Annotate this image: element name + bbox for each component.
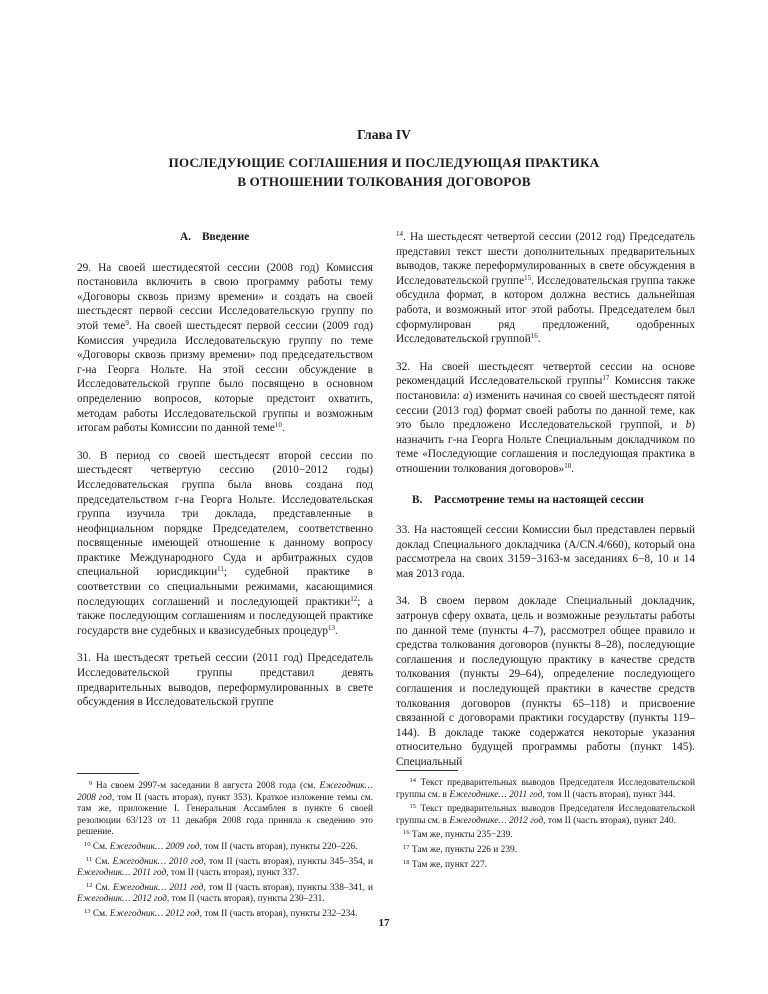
footnote-15-text-2: , том II (часть вторая), пункт 240. (543, 815, 676, 826)
footnote-14-source: Ежегоднике… 2011 год (449, 789, 543, 800)
footnote-11-text-2: , том II (часть вторая), пункты 345–354, и (203, 856, 374, 867)
footnote-14 (396, 778, 695, 801)
footnote-ref-14: 14 (396, 230, 403, 238)
p32-text-4: ) назначить г-на Георга Нольте Специальным докладчиком по теме «Последующие соглашения и последующая практика в отношении толкования договоров» (396, 419, 695, 475)
paragraph-29 (77, 261, 373, 436)
section-a-heading (77, 230, 373, 245)
p32-item-b: b (685, 419, 692, 432)
section-a-title: Введение (202, 231, 250, 243)
paragraph-30 (77, 449, 373, 639)
footnote-10 (77, 842, 373, 854)
page-number: 17 (378, 917, 390, 929)
p30-text-3: ; а также последующим соглашениям и последующей практике государств вне судебных и квазисудебных процедур (77, 595, 373, 637)
footnote-18-text: Там же, пункт 227. (411, 859, 488, 870)
footnote-9-number: 9 (88, 780, 93, 787)
footnote-15-number: 15 (409, 803, 416, 811)
footnote-16-text: Там же, пункты 235−239. (411, 830, 513, 841)
footnote-divider-right (396, 770, 458, 771)
left-column (77, 230, 373, 710)
footnote-11-text-3: , том II (часть вторая), пункт 337. (166, 868, 299, 879)
p31-text-2: . На шестьдесят четвертой сессии (2012 год) Председатель представил текст шести дополнительных предварительных выводов, также переформулированных в свете обсуждения в Исследовательской группе (396, 231, 695, 287)
p31-text: 31. На шестьдесят третьей сессии (2011 год) Председатель Исследовательской группы представил девять предварительных выводов, переформулированных в свете обсуждения в Исследовательской группе (77, 652, 373, 709)
p32-text-2: Комиссия также постановила: (396, 375, 695, 402)
footnote-12 (77, 883, 373, 906)
footnote-ref-9: 9 (125, 318, 129, 327)
footnote-13-number: 13 (84, 907, 91, 915)
footnote-14-number: 14 (409, 777, 416, 784)
footnote-14-text-2: , том II (часть вторая), пункт 344. (542, 789, 676, 800)
footnote-ref-15: 15 (524, 273, 532, 282)
p29-text-3: . (281, 422, 285, 435)
footnote-10-number: 10 (84, 840, 91, 848)
footnote-17-text: Там же, пункты 226 и 239. (411, 844, 518, 855)
footnote-13-text: См. (92, 908, 110, 919)
footnote-12-text-2: , том II (часть вторая), пункты 338–341, и (203, 882, 374, 893)
chapter-title-line-1: ПОСЛЕДУЮЩИЕ СОГЛАШЕНИЯ И ПОСЛЕДУЮЩАЯ ПРАКТИКА (168, 155, 600, 170)
footnote-16-number: 16 (403, 829, 410, 837)
p30-text-4: . (335, 624, 338, 637)
footnote-11-source-2: Ежегодник… 2011 год (77, 868, 167, 879)
footnote-9-source: Ежегодник… 2008 год (77, 781, 374, 803)
section-b-label: B. (412, 493, 423, 506)
p30-text: 30. В период со своей шестьдесят второй сессии по шестьдесят четвертую сессию (2010−2012 годы) Исследовательская группа была вновь создана под председательством г-на Георга Нольте. Исследовательская группа изучила три доклада, представленные в неофициальном порядке Председателем, соответственно посвященные имеющей отношение к данному вопросу практике Международного Суда и арбитражных судов специальной юрисдикции (77, 449, 373, 579)
footnote-11-source: Ежегодник… 2010 год (112, 856, 204, 867)
p32-text-5: . (571, 462, 575, 475)
section-b-heading (396, 493, 695, 508)
p29-text: 29. На своей шестидесятой сессии (2008 год) Комиссия постановила включить в свою программу работы тему «Договоры сквозь призму времени» и создать на своей шестьдесят первой сессии Исследовательскую группу по этой теме (77, 261, 373, 332)
footnote-17-number: 17 (403, 843, 410, 851)
p31-text-4: . (537, 333, 541, 346)
p32-item-a: a (463, 389, 469, 402)
footnote-11-text: См. (95, 856, 113, 867)
paragraph-31-continued (396, 230, 695, 347)
footnote-9 (77, 781, 373, 839)
footnote-ref-10: 10 (274, 421, 282, 430)
section-a-label: A. (180, 231, 191, 243)
footnote-12-text: См. (95, 882, 113, 893)
footnote-10-source: Ежегодник… 2009 год (109, 841, 200, 852)
footnote-10-text: См. (92, 841, 110, 852)
footnote-18 (396, 860, 695, 872)
footnote-ref-13: 13 (328, 623, 336, 632)
footnote-15-source: Ежегоднике… 2012 год (449, 815, 544, 826)
footnote-10-text-2: , том II (часть вторая), пункты 220–226. (199, 841, 358, 852)
section-b-title: Рассмотрение темы на настоящей сессии (434, 493, 644, 506)
right-footnotes (396, 770, 695, 874)
footnote-ref-12: 12 (350, 594, 358, 603)
footnote-divider (77, 773, 139, 774)
footnote-18-number: 18 (403, 858, 410, 866)
footnote-ref-16: 16 (530, 332, 538, 341)
p32-text-3: ) изменить начиная со своей шестьдесят пятой сессии (2013 год) формат своей работы по данной теме, как это было предложено Исследовательской группой, и (396, 389, 695, 432)
footnote-12-source: Ежегодник… 2011 год (112, 882, 204, 893)
footnote-15 (396, 804, 695, 827)
footnote-12-source-2: Ежегодник… 2012 год (77, 894, 167, 905)
chapter-title (0, 153, 768, 191)
footnote-9-text: На своем 2997-м заседании 8 августа 2008 года (см. (96, 781, 320, 791)
paragraph-32 (396, 360, 695, 477)
right-column (396, 230, 695, 770)
footnote-11-number: 11 (85, 855, 93, 863)
chapter-title-line-2: В ОТНОШЕНИИ ТОЛКОВАНИЯ ДОГОВОРОВ (237, 174, 531, 189)
paragraph-31 (77, 651, 373, 709)
footnote-11 (77, 857, 373, 880)
left-footnotes (77, 773, 373, 924)
p29-text-2: . На своей шестьдесят первой сессии (2009 год) Комиссия учредила Исследовательскую группу по теме «Договоры сквозь призму времени» под председательством г-на Георга Нольте. На этой сессии обсуждение в Исследовательской группе было посвящено в основном определению вопросов, которые предстоит охватить, методам работы Исследовательской группы и возможным итогам работы Комиссии по данной теме (77, 319, 373, 435)
footnote-ref-18: 18 (564, 461, 572, 470)
footnote-15-text: Текст предварительных выводов Председателя Исследовательской группы см. в (396, 804, 696, 826)
p31-text-3: . Исследовательская группа также обсудила формат, в котором должна вестись дальнейшая работа, и возможный итог этой работы. Председателем был сформулирован ряд предложений, одобренных Исследовательской группой (396, 274, 695, 346)
footnote-9-text-2: , том II (часть вторая), пункт 353). Краткое изложение темы см. там же, приложение I. Генеральная Ассамблея в пункте 6 своей резолюции 63/123 от 11 декабря 2008 года приняла к сведению это решение. (77, 792, 374, 838)
footnote-12-text-3: , том II (часть вторая), пункты 230–231. (166, 894, 325, 905)
footnote-17 (396, 845, 695, 857)
footnote-ref-17: 17 (602, 374, 610, 383)
footnote-12-number: 12 (85, 881, 93, 889)
chapter-heading: Глава IV (357, 127, 411, 142)
p30-text-2: ; судебной практике в соответствии со специальными режимами, касающимися последующих соглашений и последующей практики (77, 566, 374, 608)
footnote-ref-11: 11 (217, 565, 224, 574)
footnote-16 (396, 830, 695, 842)
footnote-13-text-2: , том II (часть вторая), пункты 232–234. (199, 908, 358, 919)
footnote-13-source: Ежегодник… 2012 год (109, 908, 200, 919)
p32-text: 32. На своей шестьдесят четвертой сессии на основе рекомендаций Исследовательской группы (396, 360, 695, 388)
paragraph-33: 33. На настоящей сессии Комиссии был представлен первый доклад Специального докладчика (A/CN.4/660), который она рассмотрела на своих 3159−3163-м заседаниях 6−8, 10 и 14 мая 2013 года. (396, 524, 695, 580)
paragraph-34: 34. В своем первом докладе Специальный докладчик, затронув сферу охвата, цель и возможные результаты работы по данной теме (пункты 4–7), рассмотрел общее правило и средства толкования договоров (пункты 8–28), последующие соглашения и последующую практику в качестве средств толкования (пункты 29–64), определение последующего соглашения и последующей практики в качестве средств толкования договоров (пункты 65–118) и присвоение связанной с договорами практики государству (пункты 119–144). В докладе также содержатся некоторые указания относительно будущей программы работы (пункт 145). Специальный (396, 595, 695, 768)
footnote-14-text: Текст предварительных выводов Председателя Исследовательской группы см. в (396, 778, 696, 800)
